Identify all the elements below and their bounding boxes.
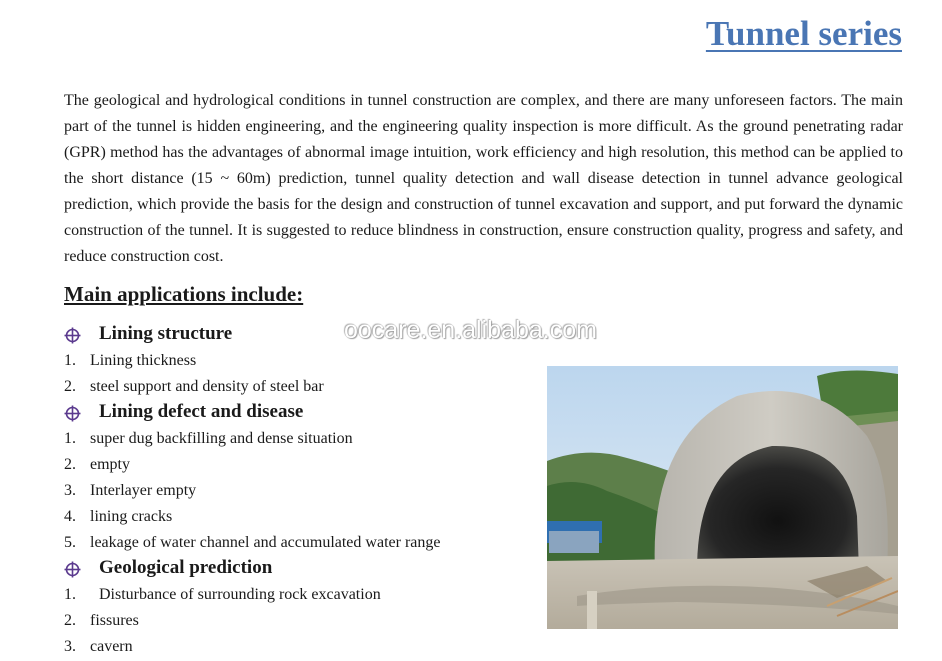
item-text: empty: [90, 456, 130, 473]
item-number: 1.: [64, 430, 76, 447]
item-number: 4.: [64, 508, 76, 525]
item-text: Disturbance of surrounding rock excavation: [99, 586, 381, 603]
item-number: 3.: [64, 482, 76, 499]
section-heading-lining-defect: [64, 400, 304, 426]
section-title: Lining structure: [99, 323, 233, 344]
item-number: 2.: [64, 612, 76, 629]
section-title: Geological prediction: [99, 557, 273, 578]
item-text: super dug backfilling and dense situation: [90, 430, 353, 447]
section-title: Lining defect and disease: [99, 401, 304, 422]
item-text: Interlayer empty: [90, 482, 197, 499]
list-item: [64, 530, 440, 556]
item-text: fissures: [90, 612, 139, 629]
list-item: [64, 634, 133, 660]
item-number: 5.: [64, 534, 76, 551]
list-item: [64, 348, 196, 374]
applications-heading: Main applications include:: [64, 282, 304, 306]
list-item: [64, 478, 196, 504]
tunnel-photo: [547, 366, 898, 629]
crosshair-circle-icon: [64, 327, 81, 344]
crosshair-circle-icon: [64, 405, 81, 422]
item-text: steel support and density of steel bar: [90, 378, 324, 395]
page-title: Tunnel series: [705, 14, 902, 53]
item-number: 2.: [64, 378, 76, 395]
list-item: [64, 504, 172, 530]
intro-paragraph: The geological and hydrological conditions in tunnel construction are complex, and there are many unforeseen factors. The main part of the tunnel is hidden engineering, and the engineering quality inspection is more difficult. As the ground penetrating radar (GPR) method has the advantages of abnormal image intuition, work efficiency and high resolution, this method can be applied to the short distance (15 ~ 60m) prediction, tunnel quality detection and wall disease detection in tunnel advance geological prediction, which provide the basis for the design and construction of tunnel excavation and support, and put forward the dynamic construction of the tunnel. It is suggested to reduce blindness in construction, ensure construction quality, progress and safety, and reduce construction cost.: [64, 92, 903, 265]
watermark: oocare.en.alibaba.com: [344, 316, 597, 344]
item-text: leakage of water channel and accumulated water range: [90, 534, 441, 551]
list-item: [64, 452, 130, 478]
list-item: [64, 374, 324, 400]
list-item: [64, 426, 353, 452]
item-number: 1.: [64, 586, 76, 603]
item-text: Lining thickness: [90, 352, 197, 369]
list-item: [64, 608, 139, 634]
crosshair-circle-icon: [64, 561, 81, 578]
item-text: cavern: [90, 638, 133, 655]
section-heading-geological-prediction: [64, 556, 273, 582]
item-text: lining cracks: [90, 508, 173, 525]
list-item: [64, 582, 381, 608]
item-number: 1.: [64, 352, 76, 369]
section-heading-lining-structure: [64, 322, 233, 348]
item-number: 3.: [64, 638, 76, 655]
item-number: 2.: [64, 456, 76, 473]
